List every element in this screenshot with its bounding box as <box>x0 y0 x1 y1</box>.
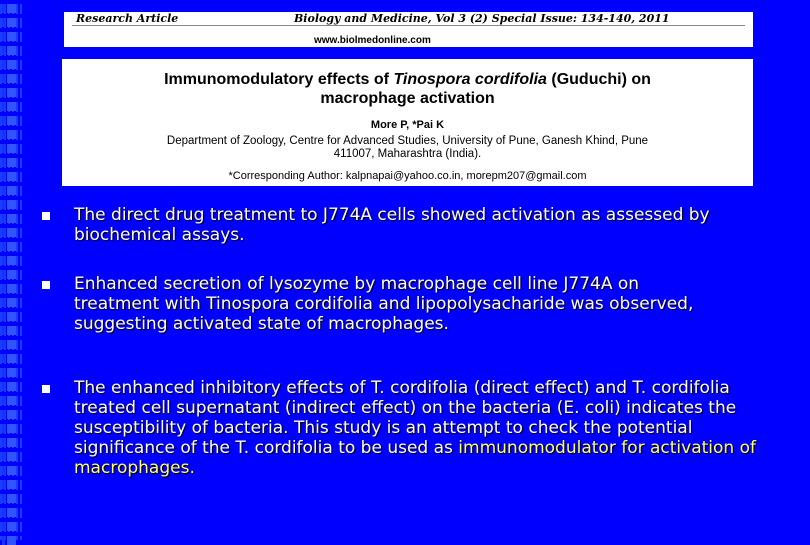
decorative-square <box>7 508 16 517</box>
decorative-square <box>2 228 5 237</box>
decorative-square <box>7 424 16 433</box>
header-divider <box>72 25 745 26</box>
title-line2: macrophage activation <box>320 90 495 107</box>
bullet-text-3-end: . <box>189 458 195 478</box>
bullet-marker <box>42 212 50 220</box>
decorative-square <box>7 312 16 321</box>
decorative-square <box>7 536 16 545</box>
decorative-square <box>2 312 5 321</box>
decorative-square <box>7 102 16 111</box>
decorative-square <box>2 284 5 293</box>
decorative-square <box>2 172 5 181</box>
decorative-square <box>2 18 5 27</box>
decorative-square <box>7 228 16 237</box>
decorative-square <box>7 466 16 475</box>
decorative-square <box>2 466 5 475</box>
decorative-square <box>7 396 16 405</box>
decorative-square <box>2 424 5 433</box>
decorative-square <box>7 382 16 391</box>
decorative-square <box>2 46 5 55</box>
decorative-square <box>7 4 16 13</box>
decorative-square <box>7 326 16 335</box>
decorative-square <box>7 144 16 153</box>
decorative-square <box>7 494 16 503</box>
decorative-square <box>7 452 16 461</box>
decorative-square <box>7 172 16 181</box>
decorative-square <box>2 368 5 377</box>
decorative-square <box>2 4 5 13</box>
decorative-square <box>7 46 16 55</box>
decorative-square <box>7 130 16 139</box>
highlighted-phrase: immunomodulator for activation of macrophages <box>74 438 756 478</box>
decorative-square <box>2 270 5 279</box>
decorative-square <box>7 480 16 489</box>
decorative-square <box>2 354 5 363</box>
decorative-square <box>7 368 16 377</box>
paper-title-box <box>62 59 753 186</box>
decorative-square <box>2 116 5 125</box>
decorative-square <box>2 130 5 139</box>
decorative-square <box>2 144 5 153</box>
bullet-text-3-main: The enhanced inhibitory effects of T. cordifolia (direct effect) and T. cordifolia treated cell supernatant (indirect effect) on the bacteria (E. coli) indicates the susceptibility of bacteria. This study is an attempt to check the potential significance of the T. cordifolia to be used as <box>74 378 737 458</box>
decorative-square <box>7 32 16 41</box>
title-part1: Immunomodulatory effects of <box>164 71 394 88</box>
decorative-square <box>7 410 16 419</box>
bullet-text-1: The direct drug treatment to J774A cells showed activation as assessed by biochemical assays. <box>74 205 710 245</box>
decorative-square <box>7 340 16 349</box>
bullet-text-2: Enhanced secretion of lysozyme by macrophage cell line J774A on treatment with Tinospora cordifolia and lipopolysacharide was observed, suggesting activated state of macrophages. <box>74 274 694 334</box>
decorative-square <box>7 438 16 447</box>
decorative-square <box>2 60 5 69</box>
decorative-square <box>7 298 16 307</box>
decorative-square <box>2 508 5 517</box>
decorative-square <box>7 270 16 279</box>
decorative-square <box>2 88 5 97</box>
affiliation <box>62 135 753 161</box>
decorative-square <box>2 522 5 531</box>
affiliation-line1: Department of Zoology, Centre for Advanced Studies, University of Pune, Ganesh Khind, Pune <box>166 135 649 147</box>
bullet-marker <box>42 281 50 289</box>
decorative-square <box>2 396 5 405</box>
corresponding-author: *Corresponding Author: kalpnapai@yahoo.co.in, morepm207@gmail.com <box>228 170 587 182</box>
decorative-square <box>7 186 16 195</box>
decorative-square <box>2 452 5 461</box>
decorative-square <box>2 32 5 41</box>
decorative-square <box>7 242 16 251</box>
bullet-marker <box>42 385 50 393</box>
decorative-square <box>7 284 16 293</box>
authors: More P, *Pai K <box>370 119 445 131</box>
decorative-square <box>7 200 16 209</box>
decorative-square <box>7 256 16 265</box>
decorative-square <box>7 18 16 27</box>
decorative-square <box>2 74 5 83</box>
decorative-square <box>7 354 16 363</box>
decorative-square <box>2 382 5 391</box>
paper-title <box>62 70 753 108</box>
decorative-square <box>2 438 5 447</box>
decorative-square <box>2 256 5 265</box>
decorative-square <box>2 410 5 419</box>
decorative-square <box>7 116 16 125</box>
decorative-square <box>7 158 16 167</box>
journal-header <box>64 12 753 47</box>
decorative-square <box>2 186 5 195</box>
journal-url: www.biolmedonline.com <box>314 35 431 46</box>
decorative-square <box>2 200 5 209</box>
affiliation-line2: 411007, Maharashtra (India). <box>333 148 482 160</box>
title-species: Tinospora cordifolia <box>393 71 547 88</box>
decorative-square <box>7 88 16 97</box>
decorative-square <box>2 326 5 335</box>
decorative-square <box>7 214 16 223</box>
decorative-square <box>2 158 5 167</box>
journal-citation: Biology and Medicine, Vol 3 (2) Special Issue: 134-140, 2011 <box>294 12 670 25</box>
decorative-square <box>2 214 5 223</box>
decorative-square <box>7 60 16 69</box>
decorative-square <box>2 242 5 251</box>
decorative-square <box>2 494 5 503</box>
decorative-square <box>7 74 16 83</box>
decorative-square <box>7 522 16 531</box>
decorative-square <box>2 102 5 111</box>
title-part2: (Guduchi) on <box>546 71 651 88</box>
decorative-square <box>2 536 5 545</box>
bullet-text-3 <box>74 378 764 478</box>
article-type: Research Article <box>76 12 179 25</box>
decorative-square <box>2 480 5 489</box>
decorative-square <box>2 298 5 307</box>
decorative-square <box>2 340 5 349</box>
